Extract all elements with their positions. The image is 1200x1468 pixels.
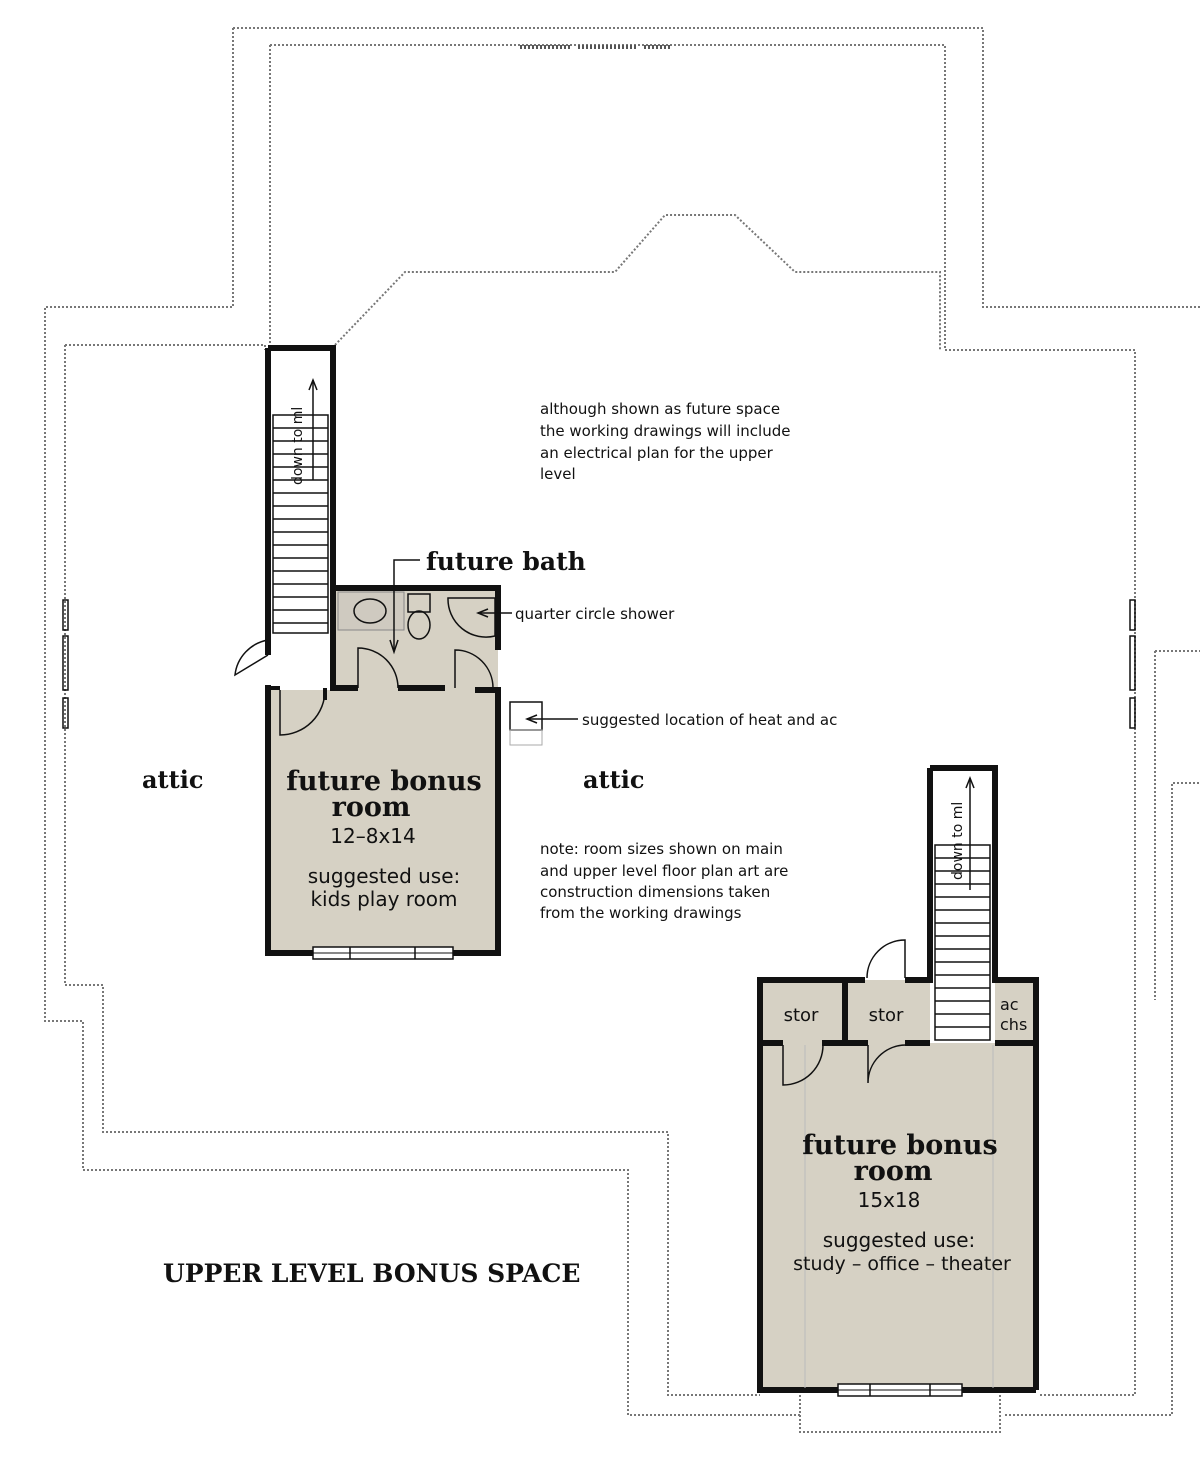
note-line: an electrical plan for the upper — [540, 444, 773, 462]
bonus-room-2-block — [760, 768, 1036, 1396]
attic-right-label: attic — [583, 765, 645, 794]
storage-label: stor — [783, 1005, 819, 1026]
room-name: room — [853, 1156, 933, 1187]
room-use: kids play room — [310, 887, 458, 911]
room-use: study – office – theater — [793, 1253, 1011, 1275]
room-use-heading: suggested use: — [307, 864, 461, 888]
room-name: future bonus — [802, 1130, 998, 1161]
note-line: level — [540, 465, 576, 483]
room-size: 12–8x14 — [330, 824, 416, 848]
note-line: the working drawings will include — [540, 422, 791, 440]
room-use-heading: suggested use: — [822, 1228, 976, 1252]
note-line: although shown as future space — [540, 400, 781, 418]
plan-title: UPPER LEVEL BONUS SPACE — [163, 1259, 581, 1288]
note-line: from the working drawings — [540, 904, 742, 922]
note-line: and upper level floor plan art are — [540, 862, 789, 880]
room-name: future bonus — [286, 766, 482, 797]
stair-2-label: down to ml — [950, 801, 966, 880]
note-future-space — [540, 400, 790, 483]
storage-label: stor — [868, 1005, 904, 1026]
attic-left-label: attic — [142, 765, 204, 794]
note-line: note: room sizes shown on main — [540, 840, 783, 858]
future-bath-label: future bath — [426, 547, 586, 576]
ac-chase-label: chs — [1000, 1015, 1028, 1034]
stair-1-label: down to ml — [290, 406, 306, 485]
note-room-sizes — [540, 840, 788, 922]
ac-chase-label: ac — [1000, 995, 1019, 1014]
heat-ac-label: suggested location of heat and ac — [582, 711, 838, 729]
quarter-circle-shower-label: quarter circle shower — [515, 605, 675, 623]
note-line: construction dimensions taken — [540, 883, 771, 901]
room-name: room — [331, 792, 411, 823]
room-size: 15x18 — [857, 1188, 921, 1212]
